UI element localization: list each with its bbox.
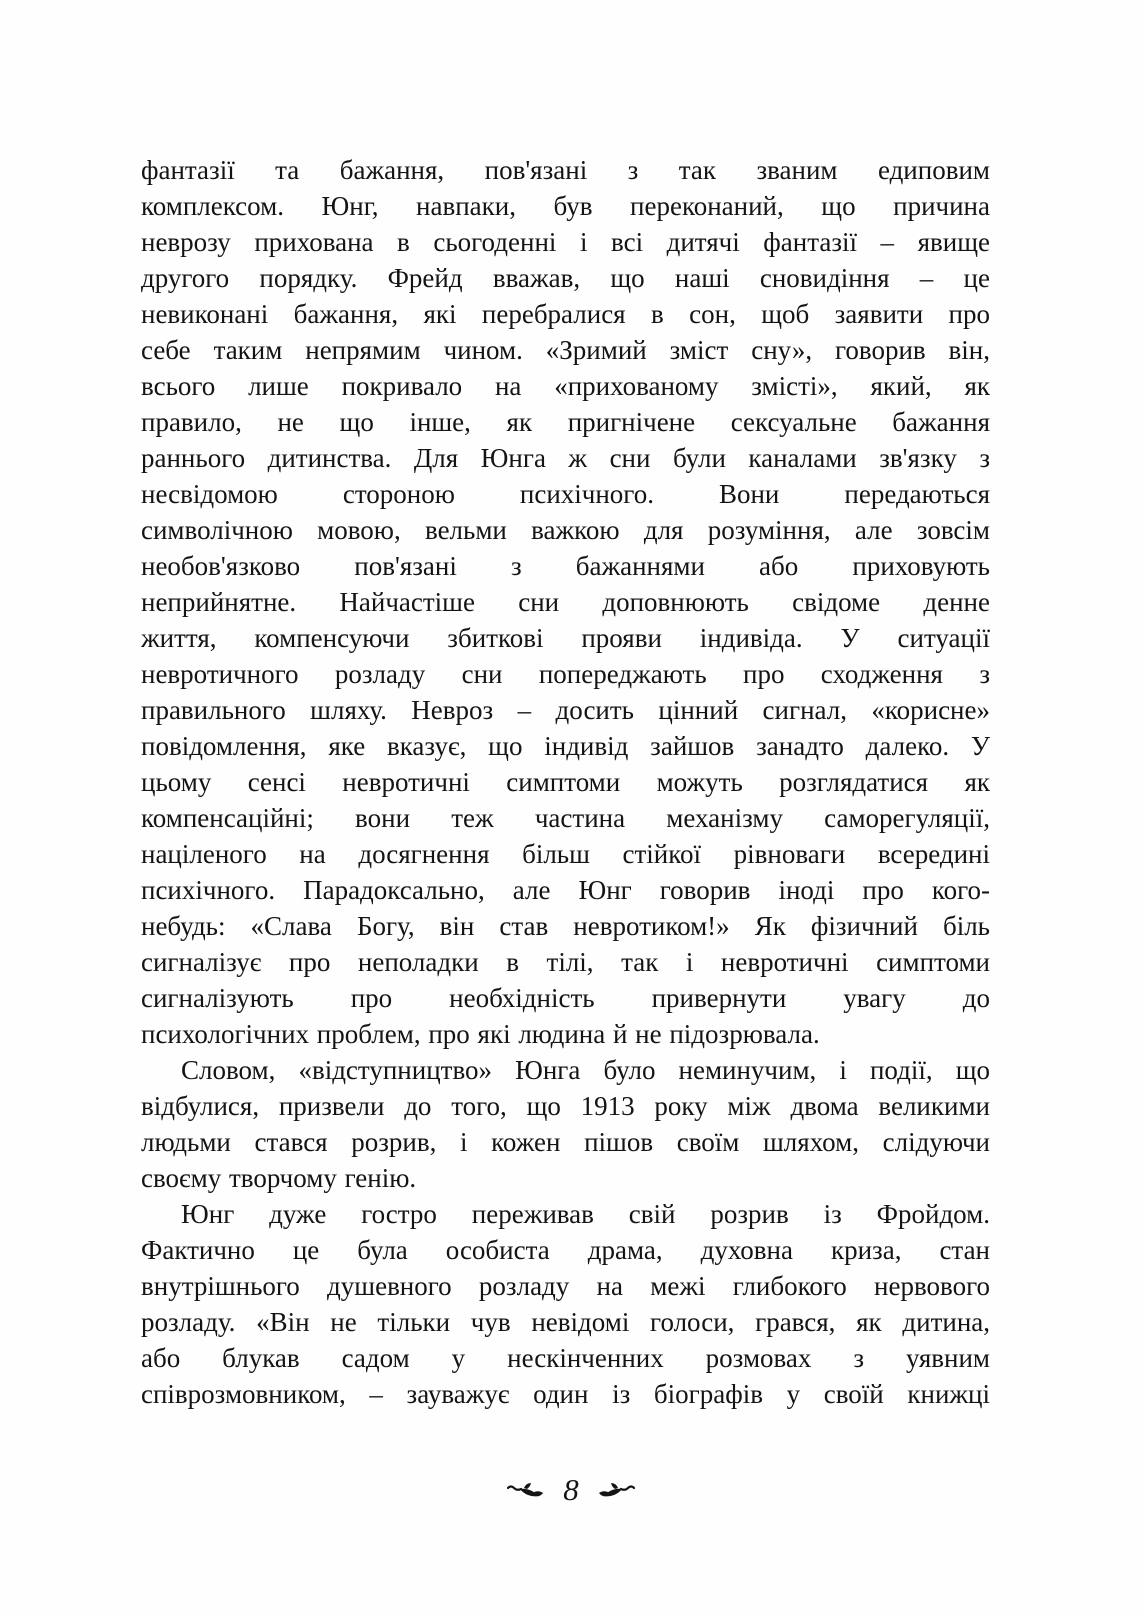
text-line: правильного шляху. Невроз – досить цінний сигнал, «корисне» [141,695,990,725]
body-text [141,152,990,1412]
text-line: Фактично це була особиста драма, духовна криза, стан [141,1235,990,1265]
text-line: фантазії та бажання, пов'язані з так званим едиповим [141,155,990,185]
paragraph [141,1052,990,1196]
text-line: націленого на досягнення більш стійкої рівноваги всередині [141,839,990,869]
text-line: несвідомою стороною психічного. Вони передаються [141,479,990,509]
text-line: сигналізує про неполадки в тілі, так і невротичні симптоми [141,947,990,977]
text-line: небудь: «Слава Богу, він став невротиком!» Як фізичний біль [141,911,990,941]
text-line: неприйнятне. Найчастіше сни доповнюють свідоме денне [141,587,990,617]
text-line: другого порядку. Фрейд вважав, що наші сновидіння – це [141,263,990,293]
text-line: невротичного розладу сни попереджають про сходження з [141,659,990,689]
text-line: Юнг дуже гостро переживав свій розрив із Фройдом. [181,1199,990,1229]
text-line: повідомлення, яке вказує, що індивід зайшов занадто далеко. У [141,731,990,761]
text-line: розладу. «Він не тільки чув невідомі голоси, грався, як дитина, [141,1307,990,1337]
text-line: відбулися, призвели до того, що 1913 року між двома великими [141,1091,990,1121]
paragraph [141,1196,990,1412]
text-line: правило, не що інше, як пригнічене сексуальне бажання [141,407,990,437]
text-line: себе таким непрямим чином. «Зримий зміст сну», говорив він, [141,335,990,365]
text-line: символічною мовою, вельми важкою для розуміння, але зовсім [141,515,990,545]
paragraph [141,152,990,1052]
text-line: всього лише покривало на «прихованому змісті», який, як [141,371,990,401]
text-line: співрозмовником, – зауважує один із біографів у своїй книжці [141,1379,990,1409]
vine-leaf-ornament-left-icon [507,1481,547,1499]
text-line: комплексом. Юнг, навпаки, був переконаний, що причина [141,191,990,221]
text-line: або блукав садом у нескінченних розмовах з уявним [141,1343,990,1373]
text-line: внутрішнього душевного розладу на межі глибокого нервового [141,1271,990,1301]
text-line: неврозу прихована в сьогоденні і всі дитячі фантазії – явище [141,227,990,257]
text-line: цьому сенсі невротичні симптоми можуть розглядатися як [141,767,990,797]
vine-leaf-ornament-right-icon [595,1481,635,1499]
text-line: компенсаційні; вони теж частина механізму саморегуляції, [141,803,990,833]
text-line: психічного. Парадоксально, але Юнг говорив іноді про кого- [141,875,990,905]
text-line: раннього дитинства. Для Юнга ж сни були каналами зв'язку з [141,443,990,473]
text-line: сигналізують про необхідність привернути увагу до [141,983,990,1013]
text-line: необов'язково пов'язані з бажаннями або приховують [141,551,990,581]
text-line: життя, компенсуючи збиткові прояви індивіда. У ситуації [141,623,990,653]
text-line: людьми стався розрив, і кожен пішов своїм шляхом, слідуючи [141,1127,990,1157]
text-line: Словом, «відступництво» Юнга було неминучим, і події, що [181,1055,990,1085]
text-line: невиконані бажання, які перебралися в сон, щоб заявити про [141,299,990,329]
page-number: 8 [563,1472,579,1507]
text-line: своєму творчому генію. [141,1163,417,1193]
page-footer [0,1470,1142,1510]
text-line: психологічних проблем, про які людина й не підозрювала. [141,1019,820,1049]
